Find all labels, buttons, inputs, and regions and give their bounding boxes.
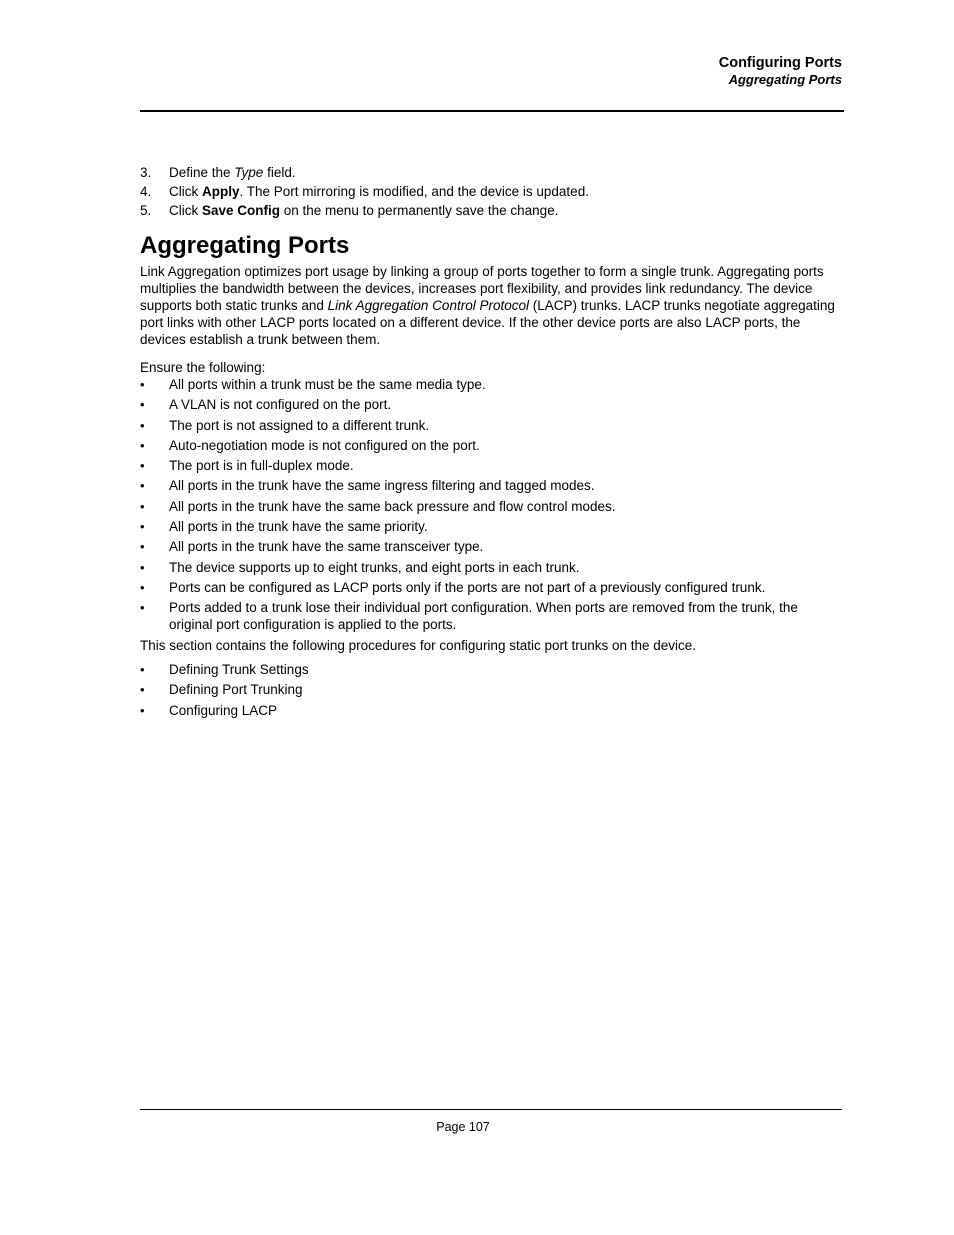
list-item-text: The port is in full-duplex mode. — [169, 458, 354, 474]
step-strong: Save Config — [202, 203, 281, 218]
list-item — [140, 376, 844, 393]
step-text: . The Port mirroring is modified, and the device is updated. — [239, 184, 589, 199]
step-item — [140, 163, 844, 182]
step-strong: Apply — [202, 184, 240, 199]
list-item — [140, 702, 844, 719]
list-item — [140, 477, 844, 494]
list-item-text: The port is not assigned to a different trunk. — [169, 417, 430, 433]
step-text: Define the — [169, 165, 235, 180]
step-text: field. — [263, 165, 296, 180]
list-item — [140, 599, 844, 633]
list-item — [140, 559, 844, 576]
list-item — [140, 681, 844, 698]
procedure-link[interactable]: Defining Trunk Settings — [169, 661, 309, 677]
step-text: Click — [169, 203, 202, 218]
intro-text: (LACP) trunks. LACP trunks negotiate aggregating port links with other LACP ports located on a different device. If the other device ports are also LACP ports, the devices establish a trunk between them. — [140, 298, 835, 347]
bullet-icon: • — [140, 458, 145, 474]
intro-text: Link Aggregation optimizes port usage by linking a group of ports together to form a single trunk. Aggregating ports multiplies the bandwidth between the devices, increases port flexibility, and provides link redundancy. The device supports both static trunks and — [140, 264, 824, 313]
ensure-label: Ensure the following: — [140, 360, 266, 375]
intro-paragraph — [140, 263, 844, 348]
list-item-text: All ports within a trunk must be the same media type. — [169, 377, 486, 392]
procedures-list — [140, 661, 844, 719]
list-item-text: Auto-negotiation mode is not configured on the port. — [169, 437, 480, 453]
list-item — [140, 518, 844, 535]
list-item — [140, 538, 844, 555]
step-emphasis: Type — [234, 165, 264, 180]
step-item — [140, 182, 844, 201]
bullet-icon: • — [140, 600, 145, 616]
list-item-text: All ports in the trunk have the same ingress filtering and tagged modes. — [169, 478, 595, 494]
list-item-text: Ports added to a trunk lose their individual port configuration. When ports are removed from the trunk, the original port configuration is applied to the ports. — [169, 600, 798, 633]
bullet-icon: • — [140, 498, 145, 514]
section-title: Aggregating Ports — [728, 72, 842, 87]
list-item-text: All ports in the trunk have the same transceiver type. — [169, 539, 484, 555]
list-item — [140, 417, 844, 434]
bullet-icon: • — [140, 397, 145, 413]
list-item — [140, 396, 844, 413]
bullet-icon: • — [140, 437, 145, 453]
bullet-icon: • — [140, 682, 145, 698]
list-item-text: The device supports up to eight trunks, and eight ports in each trunk. — [169, 559, 580, 575]
bullet-icon: • — [140, 478, 145, 494]
chapter-title: Configuring Ports — [718, 55, 842, 71]
list-item-text: All ports in the trunk have the same priority. — [169, 519, 428, 535]
procedure-link[interactable]: Configuring LACP — [169, 702, 278, 718]
list-item — [140, 437, 844, 454]
bullet-icon: • — [140, 702, 145, 718]
list-item — [140, 457, 844, 474]
bullet-icon: • — [140, 539, 145, 555]
bullet-icon: • — [140, 661, 145, 677]
step-number: 3. — [140, 165, 152, 180]
bullet-icon: • — [140, 377, 145, 392]
bullet-icon: • — [140, 579, 145, 595]
footer-divider — [140, 1109, 842, 1110]
step-text: on the menu to permanently save the change. — [280, 203, 559, 218]
list-item — [140, 579, 844, 596]
requirements-list — [140, 376, 844, 633]
list-item — [140, 498, 844, 515]
list-item-text: Ports can be configured as LACP ports only if the ports are not part of a previously configured trunk. — [169, 579, 766, 595]
section-intro: This section contains the following procedures for configuring static port trunks on the device. — [140, 637, 697, 653]
page-number: Page 107 — [436, 1120, 490, 1134]
list-item-text: All ports in the trunk have the same back pressure and flow control modes. — [169, 498, 616, 514]
running-header — [719, 54, 842, 88]
intro-emphasis: Link Aggregation Control Protocol — [327, 298, 529, 313]
step-number: 4. — [140, 184, 152, 199]
step-item — [140, 201, 844, 220]
step-text: Click — [169, 184, 202, 199]
page-body — [140, 163, 844, 722]
step-number: 5. — [140, 203, 152, 218]
bullet-icon: • — [140, 417, 145, 433]
list-item — [140, 661, 844, 678]
list-item-text: A VLAN is not configured on the port. — [169, 397, 392, 413]
procedure-link[interactable]: Defining Port Trunking — [169, 682, 303, 698]
procedure-steps — [140, 163, 844, 220]
bullet-icon: • — [140, 519, 145, 535]
header-divider — [140, 110, 844, 112]
bullet-icon: • — [140, 559, 145, 575]
section-heading: Aggregating Ports — [140, 232, 350, 259]
